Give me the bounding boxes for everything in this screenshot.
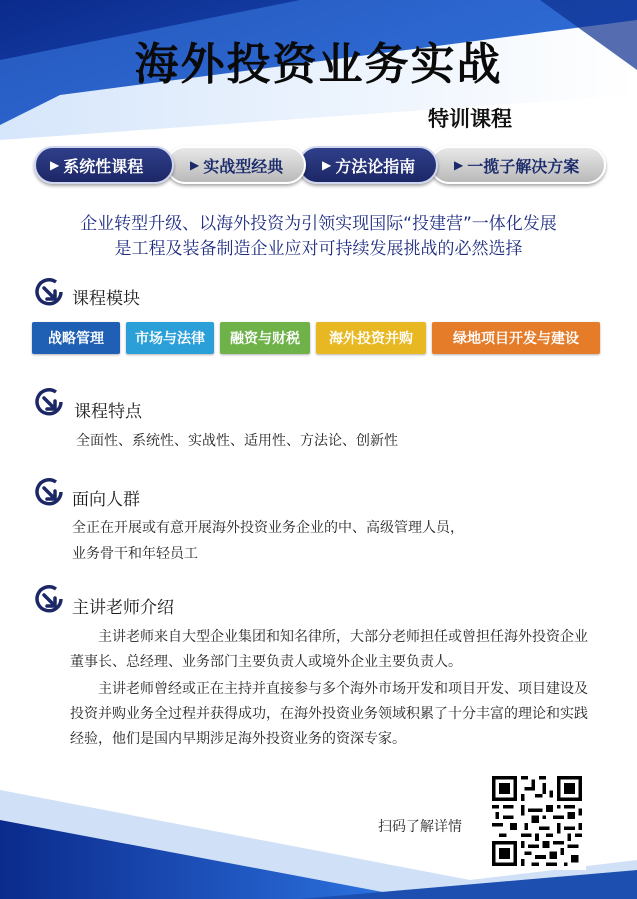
section-arrow-icon xyxy=(34,277,64,307)
section-arrow-icon xyxy=(34,387,64,417)
pill-practical xyxy=(166,146,306,184)
poster-title: 海外投资业务实战 xyxy=(134,39,503,90)
module-market-law: 市场与法律 xyxy=(126,322,214,354)
audience-line: 全正在开展或有意开展海外投资业务企业的中、高级管理人员， xyxy=(72,520,464,536)
poster-subtitle: 特训课程 xyxy=(428,107,512,131)
play-arrow-icon: ▶ xyxy=(454,158,464,172)
play-arrow-icon: ▶ xyxy=(50,158,60,172)
pill-label: 系统性课程 xyxy=(63,156,144,176)
module-finance-tax: 融资与财税 xyxy=(220,322,310,354)
teacher-paragraph: 主讲老师来自大型企业集团和知名律所，大部分老师担任或曾担任海外投资企业董事长、总经理、业务部门主要负责人或境外企业主要负责人。 xyxy=(70,629,588,670)
pill-label: 方法论指南 xyxy=(335,156,416,176)
scan-prompt: 扫码了解详情 xyxy=(378,819,462,835)
modules-section-title: 课程模块 xyxy=(72,289,140,309)
pill-solution xyxy=(430,146,606,184)
features-text: 全面性、系统性、实战性、适用性、方法论、创新性 xyxy=(76,433,398,449)
intro-statement xyxy=(0,212,637,262)
teacher-paragraph: 主讲老师曾经或正在主持并直接参与多个海外市场开发和项目开发、项目建设及投资并购业务全过程并获得成功，在海外投资业务领域积累了十分丰富的理论和实践经验，他们是国内早期涉足海外投资业务的资深专家。 xyxy=(70,681,588,747)
intro-line: 是工程及装备制造企业应对可持续发展挑战的必然选择 xyxy=(114,239,523,259)
section-arrow-icon xyxy=(34,584,64,614)
pill-methodology xyxy=(298,146,438,184)
module-greenfield: 绿地项目开发与建设 xyxy=(432,322,600,354)
pill-systematic xyxy=(34,146,174,184)
section-arrow-icon xyxy=(34,477,64,507)
module-investment-ma: 海外投资并购 xyxy=(316,322,426,354)
intro-line: 企业转型升级、以海外投资为引领实现国际“投建营”一体化发展 xyxy=(80,214,557,234)
qr-code-icon[interactable] xyxy=(488,772,586,870)
audience-section-title: 面向人群 xyxy=(72,490,140,510)
module-strategy: 战略管理 xyxy=(32,322,120,354)
pill-label: 实战型经典 xyxy=(203,156,284,176)
pill-label: 一揽子解决方案 xyxy=(467,156,580,176)
features-section-title: 课程特点 xyxy=(74,402,142,422)
feature-pills xyxy=(34,146,606,184)
teacher-section-title: 主讲老师介绍 xyxy=(72,598,174,618)
play-arrow-icon: ▶ xyxy=(190,158,200,172)
audience-line: 业务骨干和年轻员工 xyxy=(72,546,198,562)
play-arrow-icon: ▶ xyxy=(322,158,332,172)
